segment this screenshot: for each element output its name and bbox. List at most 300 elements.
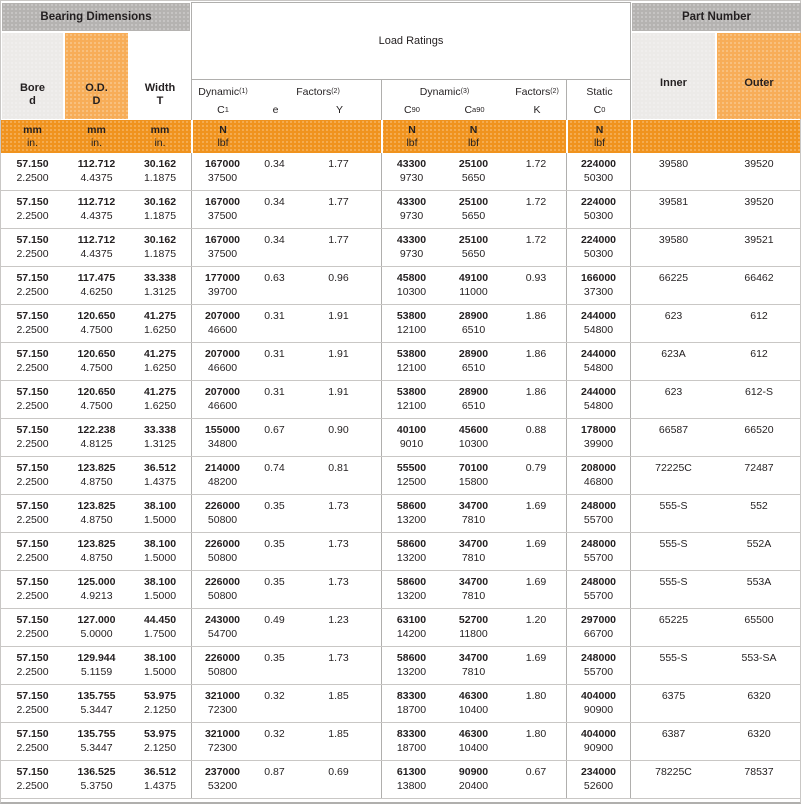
factors-k-label: Factors (2) bbox=[515, 86, 559, 98]
ca90-inch-value: 7810 bbox=[461, 665, 486, 678]
k-value: 1.72 bbox=[525, 234, 547, 246]
bore-label: Bore bbox=[19, 82, 46, 94]
cell-k bbox=[506, 647, 566, 684]
cell-width bbox=[129, 381, 191, 418]
cell-y bbox=[296, 761, 381, 798]
cell-od bbox=[64, 609, 129, 646]
od-symbol: D bbox=[92, 95, 101, 107]
od-label: O.D. bbox=[85, 82, 108, 94]
cell-od bbox=[64, 381, 129, 418]
cell-c90 bbox=[381, 267, 441, 304]
cell-bore bbox=[1, 685, 64, 722]
e-value: 0.74 bbox=[264, 462, 285, 474]
units-ca90 bbox=[441, 120, 506, 153]
ca90-inch-value: 5650 bbox=[461, 171, 486, 184]
y-value: 0.81 bbox=[328, 462, 349, 474]
cell-e bbox=[253, 305, 296, 342]
bore-metric-value: 57.150 bbox=[16, 576, 49, 588]
width-metric-value: 44.450 bbox=[143, 614, 177, 626]
c0-metric-value: 248000 bbox=[580, 576, 617, 588]
k-value: 1.72 bbox=[525, 196, 547, 208]
cell-k bbox=[506, 685, 566, 722]
cell-outer bbox=[716, 609, 801, 646]
c0-inch-value: 55700 bbox=[583, 665, 614, 678]
c1-metric-value: 167000 bbox=[204, 158, 241, 170]
cell-k bbox=[506, 381, 566, 418]
column-header-bore bbox=[2, 33, 63, 119]
c90-inch-value: 13200 bbox=[396, 589, 427, 602]
c90-metric-value: 53800 bbox=[396, 348, 427, 360]
cell-outer bbox=[716, 647, 801, 684]
c1-base: C bbox=[217, 104, 225, 116]
e-value: 0.32 bbox=[264, 690, 285, 702]
width-inch-value: 1.1875 bbox=[143, 247, 177, 260]
e-value: 0.63 bbox=[264, 272, 285, 284]
cell-e bbox=[253, 343, 296, 380]
cell-bore bbox=[1, 723, 64, 760]
cell-inner bbox=[631, 609, 716, 646]
bore-inch-value: 2.2500 bbox=[16, 437, 49, 450]
c0-metric-value: 248000 bbox=[580, 538, 617, 550]
cell-inner bbox=[631, 685, 716, 722]
cell-od bbox=[64, 495, 129, 532]
width-inch-value: 2.1250 bbox=[143, 741, 177, 754]
ca90-inch-value: 10300 bbox=[458, 437, 489, 450]
od-metric-value: 123.825 bbox=[77, 538, 116, 550]
c0-inch-value: 46800 bbox=[583, 475, 614, 488]
cell-k bbox=[506, 305, 566, 342]
bore-inch-value: 2.2500 bbox=[16, 475, 49, 488]
cell-ca90 bbox=[441, 495, 506, 532]
c1-metric-value: 226000 bbox=[204, 538, 241, 550]
cell-od bbox=[64, 685, 129, 722]
od-metric-value: 112.712 bbox=[77, 158, 116, 170]
cell-width bbox=[129, 153, 191, 190]
c0-inch-value: 50300 bbox=[583, 171, 614, 184]
ca90-inch-value: 7810 bbox=[461, 551, 486, 564]
cell-k bbox=[506, 571, 566, 608]
table-row bbox=[1, 153, 800, 191]
cell-e bbox=[253, 419, 296, 456]
c1-metric-value: 207000 bbox=[204, 348, 241, 360]
width-metric-value: 30.162 bbox=[143, 234, 177, 246]
k-value: 1.80 bbox=[525, 728, 547, 740]
cell-bore bbox=[1, 647, 64, 684]
outer-value: 72487 bbox=[744, 462, 774, 474]
od-metric-value: 135.755 bbox=[77, 690, 116, 702]
cell-c90 bbox=[381, 191, 441, 228]
width-metric-value: 33.338 bbox=[143, 272, 177, 284]
bore-inch-value: 2.2500 bbox=[16, 361, 49, 374]
outer-value: 552A bbox=[746, 538, 772, 550]
cell-od bbox=[64, 343, 129, 380]
bore-symbol: d bbox=[29, 95, 36, 107]
inner-value: 555-S bbox=[659, 576, 688, 588]
table-row bbox=[1, 419, 800, 457]
c1-metric-value: 207000 bbox=[204, 310, 241, 322]
od-inch-value: 4.8125 bbox=[80, 437, 113, 450]
c90-inch-value: 12100 bbox=[396, 399, 427, 412]
cell-inner bbox=[631, 153, 716, 190]
y-value: 0.96 bbox=[328, 272, 349, 284]
od-metric-value: 120.650 bbox=[77, 386, 116, 398]
c0-metric-value: 244000 bbox=[580, 310, 617, 322]
k-value: 0.88 bbox=[525, 424, 547, 436]
inner-value: 623 bbox=[664, 386, 683, 398]
od-metric-value: 112.712 bbox=[77, 234, 116, 246]
width-inch-value: 1.1875 bbox=[143, 171, 177, 184]
cell-ca90 bbox=[441, 723, 506, 760]
cell-e bbox=[253, 153, 296, 190]
y-value: 1.91 bbox=[328, 386, 349, 398]
bore-metric-value: 57.150 bbox=[16, 348, 49, 360]
c0-inch-value: 37300 bbox=[583, 285, 614, 298]
od-inch-value: 4.9213 bbox=[80, 589, 113, 602]
inner-value: 555-S bbox=[659, 538, 688, 550]
bore-metric-value: 57.150 bbox=[16, 386, 49, 398]
width-inch-value: 1.6250 bbox=[143, 361, 177, 374]
width-label: Width bbox=[144, 82, 176, 94]
od-metric-value: 117.475 bbox=[77, 272, 116, 284]
ca90-inch-value: 6510 bbox=[461, 399, 486, 412]
cell-k bbox=[506, 457, 566, 494]
ca90-metric-value: 34700 bbox=[458, 652, 489, 664]
c1-inch-value: 53200 bbox=[207, 779, 238, 792]
k-value: 1.20 bbox=[525, 614, 547, 626]
y-value: 1.73 bbox=[328, 576, 349, 588]
ca90-metric-value: 46300 bbox=[458, 728, 489, 740]
cell-c1 bbox=[191, 723, 253, 760]
od-inch-value: 5.3750 bbox=[80, 779, 113, 792]
cell-od bbox=[64, 229, 129, 266]
cell-outer bbox=[716, 343, 801, 380]
cell-od bbox=[64, 457, 129, 494]
section-load-ratings bbox=[191, 2, 631, 80]
bore-inch-value: 2.2500 bbox=[16, 285, 49, 298]
ca90-inch-value: 6510 bbox=[461, 361, 486, 374]
c90-metric-value: 58600 bbox=[396, 538, 427, 550]
cell-c90 bbox=[381, 153, 441, 190]
cell-c1 bbox=[191, 761, 253, 798]
cell-k bbox=[506, 267, 566, 304]
c90-metric-value: 53800 bbox=[396, 386, 427, 398]
cell-inner bbox=[631, 229, 716, 266]
c1-inch-value: 37500 bbox=[207, 171, 238, 184]
c0-inch-value: 90900 bbox=[583, 703, 614, 716]
width-metric-value: 38.100 bbox=[143, 538, 177, 550]
ca90-metric-value: 45600 bbox=[458, 424, 489, 436]
k-value: 0.79 bbox=[525, 462, 547, 474]
c90-metric-value: 55500 bbox=[396, 462, 427, 474]
cell-c0 bbox=[566, 647, 631, 684]
cell-y bbox=[296, 419, 381, 456]
cell-k bbox=[506, 153, 566, 190]
c0-inch-value: 50300 bbox=[583, 209, 614, 222]
cell-inner bbox=[631, 267, 716, 304]
c0-inch-value: 52600 bbox=[583, 779, 614, 792]
subheader-dynamic3-factors bbox=[381, 80, 566, 120]
cell-ca90 bbox=[441, 381, 506, 418]
table-row bbox=[1, 723, 800, 761]
ca90-metric-value: 34700 bbox=[458, 500, 489, 512]
bore-inch-value: 2.2500 bbox=[16, 589, 49, 602]
cell-width bbox=[129, 229, 191, 266]
c90-inch-value: 9730 bbox=[399, 247, 424, 260]
table-row bbox=[1, 457, 800, 495]
cell-bore bbox=[1, 495, 64, 532]
od-inch-value: 4.7500 bbox=[80, 361, 113, 374]
inner-value: 39580 bbox=[658, 234, 689, 246]
od-inch-value: 4.4375 bbox=[80, 247, 113, 260]
od-metric-value: 135.755 bbox=[77, 728, 116, 740]
cell-od bbox=[64, 761, 129, 798]
cell-y bbox=[296, 723, 381, 760]
c0-inch-value: 90900 bbox=[583, 741, 614, 754]
cell-e bbox=[253, 571, 296, 608]
cell-width bbox=[129, 761, 191, 798]
ca90-metric-value: 25100 bbox=[458, 196, 489, 208]
cell-bore bbox=[1, 305, 64, 342]
c1-inch-value: 50800 bbox=[207, 589, 238, 602]
cell-c1 bbox=[191, 381, 253, 418]
ca90-inch-value: 15800 bbox=[458, 475, 489, 488]
c0-metric-value: 404000 bbox=[580, 728, 617, 740]
cell-bore bbox=[1, 191, 64, 228]
unit-lbf: lbf bbox=[467, 136, 480, 149]
cell-c0 bbox=[566, 761, 631, 798]
cell-c90 bbox=[381, 229, 441, 266]
k-value: 1.69 bbox=[525, 538, 547, 550]
cell-c0 bbox=[566, 191, 631, 228]
cell-bore bbox=[1, 457, 64, 494]
cell-outer bbox=[716, 723, 801, 760]
cell-y bbox=[296, 647, 381, 684]
od-inch-value: 4.8750 bbox=[80, 551, 113, 564]
unit-lbf: lbf bbox=[593, 136, 606, 149]
cell-bore bbox=[1, 153, 64, 190]
cell-e bbox=[253, 191, 296, 228]
unit-n: N bbox=[408, 123, 416, 136]
c0-symbol: C 0 bbox=[593, 104, 606, 116]
cell-k bbox=[506, 761, 566, 798]
table-row bbox=[1, 533, 800, 571]
bore-inch-value: 2.2500 bbox=[16, 551, 49, 564]
bore-inch-value: 2.2500 bbox=[16, 209, 49, 222]
cell-od bbox=[64, 419, 129, 456]
ca90-inch-value: 5650 bbox=[461, 209, 486, 222]
width-metric-value: 38.100 bbox=[143, 576, 177, 588]
e-value: 0.31 bbox=[264, 386, 285, 398]
width-metric-value: 36.512 bbox=[143, 766, 177, 778]
cell-c1 bbox=[191, 305, 253, 342]
column-header-od bbox=[65, 33, 128, 119]
cell-c90 bbox=[381, 381, 441, 418]
width-metric-value: 41.275 bbox=[143, 348, 177, 360]
od-inch-value: 4.8750 bbox=[80, 513, 113, 526]
c90-base: C bbox=[404, 104, 412, 116]
ca90-base: C bbox=[464, 104, 473, 116]
bore-inch-value: 2.2500 bbox=[16, 741, 49, 754]
table-row bbox=[1, 495, 800, 533]
c90-metric-value: 63100 bbox=[396, 614, 427, 626]
cell-k bbox=[506, 191, 566, 228]
cell-ca90 bbox=[441, 305, 506, 342]
k-value: 1.72 bbox=[525, 158, 547, 170]
c90-symbol: C 90 bbox=[404, 104, 420, 116]
c1-inch-value: 46600 bbox=[207, 361, 238, 374]
cell-c0 bbox=[566, 153, 631, 190]
outer-value: 78537 bbox=[744, 766, 774, 778]
cell-c90 bbox=[381, 723, 441, 760]
bore-inch-value: 2.2500 bbox=[16, 171, 49, 184]
table-row bbox=[1, 761, 800, 799]
inner-value: 65225 bbox=[658, 614, 689, 626]
y-value: 0.90 bbox=[328, 424, 349, 436]
dynamic3-text: Dynamic bbox=[419, 86, 461, 98]
cell-ca90 bbox=[441, 229, 506, 266]
od-inch-value: 4.7500 bbox=[80, 399, 113, 412]
c90-metric-value: 43300 bbox=[396, 234, 427, 246]
cell-c90 bbox=[381, 761, 441, 798]
k-value: 1.69 bbox=[525, 652, 547, 664]
bore-metric-value: 57.150 bbox=[16, 500, 49, 512]
table-row bbox=[1, 685, 800, 723]
cell-width bbox=[129, 533, 191, 570]
section-part-number-label: Part Number bbox=[681, 11, 752, 23]
c90-inch-value: 13200 bbox=[396, 551, 427, 564]
cell-width bbox=[129, 685, 191, 722]
e-value: 0.35 bbox=[264, 500, 285, 512]
c1-inch-value: 72300 bbox=[207, 741, 238, 754]
od-metric-value: 123.825 bbox=[77, 500, 116, 512]
cell-od bbox=[64, 723, 129, 760]
outer-value: 66462 bbox=[744, 272, 774, 284]
ca90-metric-value: 34700 bbox=[458, 538, 489, 550]
cell-ca90 bbox=[441, 419, 506, 456]
width-metric-value: 30.162 bbox=[143, 158, 177, 170]
ca90-inch-value: 6510 bbox=[461, 323, 486, 336]
e-value: 0.35 bbox=[264, 576, 285, 588]
ca90-symbol: C a90 bbox=[464, 104, 485, 116]
bore-metric-value: 57.150 bbox=[16, 652, 49, 664]
column-header-width bbox=[130, 33, 190, 119]
width-metric-value: 33.338 bbox=[143, 424, 177, 436]
ca90-metric-value: 25100 bbox=[458, 158, 489, 170]
cell-y bbox=[296, 267, 381, 304]
cell-y bbox=[296, 191, 381, 228]
c90-inch-value: 13200 bbox=[396, 513, 427, 526]
section-bearing-dimensions-label: Bearing Dimensions bbox=[40, 11, 152, 23]
cell-c0 bbox=[566, 685, 631, 722]
od-metric-value: 122.238 bbox=[77, 424, 116, 436]
e-value: 0.31 bbox=[264, 310, 285, 322]
outer-value: 39520 bbox=[744, 196, 774, 208]
ca90-metric-value: 70100 bbox=[458, 462, 489, 474]
cell-e bbox=[253, 457, 296, 494]
e-value: 0.67 bbox=[264, 424, 285, 436]
table-row bbox=[1, 229, 800, 267]
cell-outer bbox=[716, 229, 801, 266]
units-c1 bbox=[191, 120, 253, 153]
y-value: 1.73 bbox=[328, 500, 349, 512]
k-symbol: K bbox=[533, 104, 541, 116]
cell-bore bbox=[1, 229, 64, 266]
od-inch-value: 4.7500 bbox=[80, 323, 113, 336]
bore-metric-value: 57.150 bbox=[16, 310, 49, 322]
y-value: 1.73 bbox=[328, 652, 349, 664]
ca90-inch-value: 10400 bbox=[458, 703, 489, 716]
cell-outer bbox=[716, 533, 801, 570]
c1-inch-value: 37500 bbox=[207, 209, 238, 222]
e-value: 0.87 bbox=[264, 766, 285, 778]
cell-outer bbox=[716, 191, 801, 228]
od-metric-value: 112.712 bbox=[77, 196, 116, 208]
ca90-inch-value: 11000 bbox=[459, 285, 488, 298]
bore-metric-value: 57.150 bbox=[16, 766, 49, 778]
cell-od bbox=[64, 571, 129, 608]
cell-c1 bbox=[191, 419, 253, 456]
c1-inch-value: 46600 bbox=[207, 323, 238, 336]
bore-inch-value: 2.2500 bbox=[16, 703, 49, 716]
cell-outer bbox=[716, 153, 801, 190]
y-value: 1.77 bbox=[328, 234, 349, 246]
cell-y bbox=[296, 533, 381, 570]
cell-bore bbox=[1, 381, 64, 418]
width-inch-value: 2.1250 bbox=[143, 703, 177, 716]
k-value: 1.86 bbox=[525, 310, 547, 322]
c0-inch-value: 54800 bbox=[583, 399, 614, 412]
unit-lbf: lbf bbox=[217, 136, 229, 149]
cell-inner bbox=[631, 495, 716, 532]
outer-value: 65500 bbox=[744, 614, 774, 626]
c0-metric-value: 208000 bbox=[580, 462, 617, 474]
cell-e bbox=[253, 533, 296, 570]
cell-outer bbox=[716, 571, 801, 608]
c90-metric-value: 43300 bbox=[396, 196, 427, 208]
cell-width bbox=[129, 267, 191, 304]
inner-value: 555-S bbox=[659, 652, 688, 664]
cell-width bbox=[129, 495, 191, 532]
cell-ca90 bbox=[441, 153, 506, 190]
od-inch-value: 5.0000 bbox=[80, 627, 113, 640]
factors-ey-text: Factors bbox=[296, 86, 332, 98]
unit-lbf: lbf bbox=[406, 136, 418, 149]
c1-metric-value: 177000 bbox=[204, 272, 241, 284]
c1-inch-value: 37500 bbox=[207, 247, 238, 260]
width-metric-value: 53.975 bbox=[143, 728, 177, 740]
cell-ca90 bbox=[441, 533, 506, 570]
cell-c0 bbox=[566, 723, 631, 760]
od-inch-value: 5.1159 bbox=[80, 665, 113, 678]
cell-width bbox=[129, 191, 191, 228]
subheader-dynamic1-factors bbox=[191, 80, 381, 120]
outer-value: 612 bbox=[750, 348, 768, 360]
c1-inch-value: 72300 bbox=[207, 703, 238, 716]
outer-value: 552 bbox=[750, 500, 768, 512]
dynamic1-label: Dynamic (1) bbox=[198, 86, 248, 98]
cell-outer bbox=[716, 685, 801, 722]
e-value: 0.32 bbox=[264, 728, 285, 740]
unit-n: N bbox=[469, 123, 478, 136]
ca90-inch-value: 11800 bbox=[459, 627, 488, 640]
y-symbol: Y bbox=[335, 104, 343, 116]
k-value: 1.80 bbox=[525, 690, 547, 702]
e-value: 0.34 bbox=[264, 234, 285, 246]
cell-c0 bbox=[566, 229, 631, 266]
cell-inner bbox=[631, 571, 716, 608]
inner-label: Inner bbox=[660, 77, 687, 89]
cell-outer bbox=[716, 495, 801, 532]
